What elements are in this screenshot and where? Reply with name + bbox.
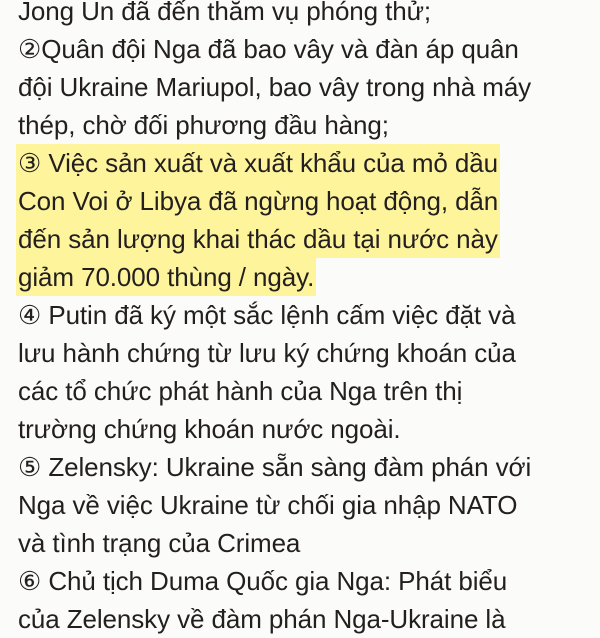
- text-line-highlighted: [18, 220, 582, 258]
- text-line-content: đội Ukraine Mariupol, bao vây trong nhà máy: [18, 72, 532, 102]
- text-line: [18, 296, 582, 334]
- text-line: [18, 600, 582, 638]
- text-line: [18, 68, 582, 106]
- text-line-content: trường chứng khoán nước ngoài.: [18, 414, 401, 444]
- text-line-content: và tình trạng của Crimea: [18, 528, 301, 558]
- text-line: [18, 0, 582, 30]
- text-line-content: Con Voi ở Libya đã ngừng hoạt động, dẫn: [16, 182, 500, 220]
- text-line-content: ⑥ Chủ tịch Duma Quốc gia Nga: Phát biểu: [18, 566, 508, 596]
- text-line-content: đến sản lượng khai thác dầu tại nước này: [16, 220, 500, 258]
- text-line-content: ③ Việc sản xuất và xuất khẩu của mỏ dầu: [16, 144, 500, 182]
- text-line-highlighted: [18, 182, 582, 220]
- text-line-content: ⑤ Zelensky: Ukraine sẵn sàng đàm phán với: [18, 452, 532, 482]
- text-line-content: ②Quân đội Nga đã bao vây và đàn áp quân: [18, 34, 519, 64]
- text-line-highlighted: [18, 258, 582, 296]
- text-line: [18, 30, 582, 68]
- text-line: [18, 334, 582, 372]
- text-line: [18, 562, 582, 600]
- text-line-highlighted: [18, 144, 582, 182]
- text-line: [18, 410, 582, 448]
- text-line: [18, 524, 582, 562]
- text-line: [18, 486, 582, 524]
- text-line: [18, 106, 582, 144]
- text-line-content: Nga về việc Ukraine từ chối gia nhập NATO: [18, 490, 518, 520]
- text-line-content: thép, chờ đối phương đầu hàng;: [18, 110, 389, 140]
- text-line-content: các tổ chức phát hành của Nga trên thị: [18, 376, 463, 406]
- text-line: [18, 372, 582, 410]
- text-line-content: Jong Un đã đến thăm vụ phóng thử;: [18, 0, 432, 26]
- text-line-content: ④ Putin đã ký một sắc lệnh cấm việc đặt và: [18, 300, 516, 330]
- text-line-content: của Zelensky về đàm phán Nga-Ukraine là: [18, 604, 506, 634]
- text-line: [18, 448, 582, 486]
- text-line-content: lưu hành chứng từ lưu ký chứng khoán của: [18, 338, 516, 368]
- text-line-content: giảm 70.000 thùng / ngày.: [16, 258, 316, 296]
